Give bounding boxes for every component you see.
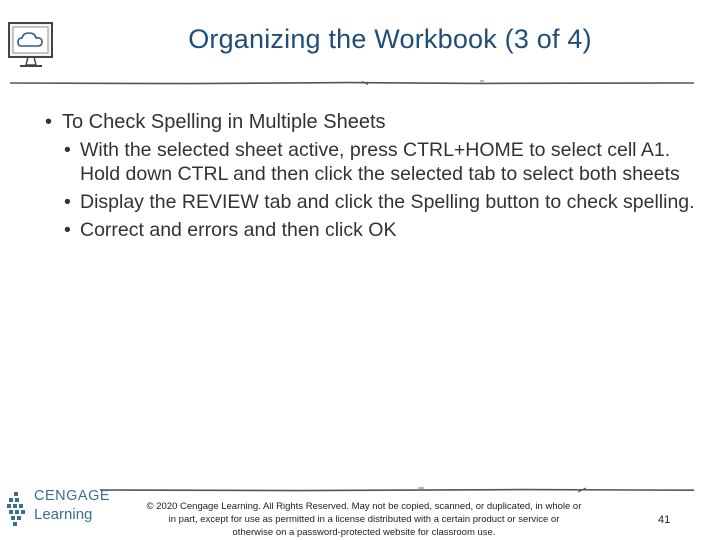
- bullet-level2: [64, 190, 702, 214]
- copyright-notice: [108, 500, 620, 539]
- bullet-text: Correct and errors and then click OK: [80, 219, 397, 241]
- bullet-list: [42, 108, 702, 242]
- cloud-monitor-icon: [6, 20, 56, 72]
- page-number: 41: [658, 514, 671, 526]
- copyright-line: otherwise on a password-protected website for classroom use.: [232, 527, 496, 538]
- bullet-level2: [64, 218, 702, 242]
- logo-wordmark-line2: Learning: [34, 506, 93, 523]
- bullet-dot: •: [64, 191, 71, 213]
- bullet-level2: [64, 138, 702, 186]
- slide-title: Organizing the Workbook (3 of 4): [188, 24, 592, 54]
- bullet-text: Display the REVIEW tab and click the Spelling button to check spelling.: [80, 191, 695, 213]
- bullet-text: With the selected sheet active, press CTRL+HOME to select cell A1. Hold down CTRL and then click the selected tab to select both sheets: [80, 139, 680, 185]
- footer-divider: [100, 486, 694, 494]
- bullet-dot: •: [45, 111, 53, 133]
- logo-wordmark-line1: CENGAGE: [34, 488, 111, 504]
- copyright-line: in part, except for use as permitted in a license distributed with a certain product or service or: [168, 514, 560, 525]
- copyright-line: © 2020 Cengage Learning. All Rights Reserved. May not be copied, scanned, or duplicated, in whole or: [146, 501, 582, 512]
- bullet-dot: •: [64, 219, 71, 241]
- bullet-dot: •: [64, 139, 71, 161]
- bullet-text: To Check Spelling in Multiple Sheets: [62, 111, 386, 133]
- bullet-level1: [42, 108, 702, 136]
- title-divider: [10, 78, 694, 88]
